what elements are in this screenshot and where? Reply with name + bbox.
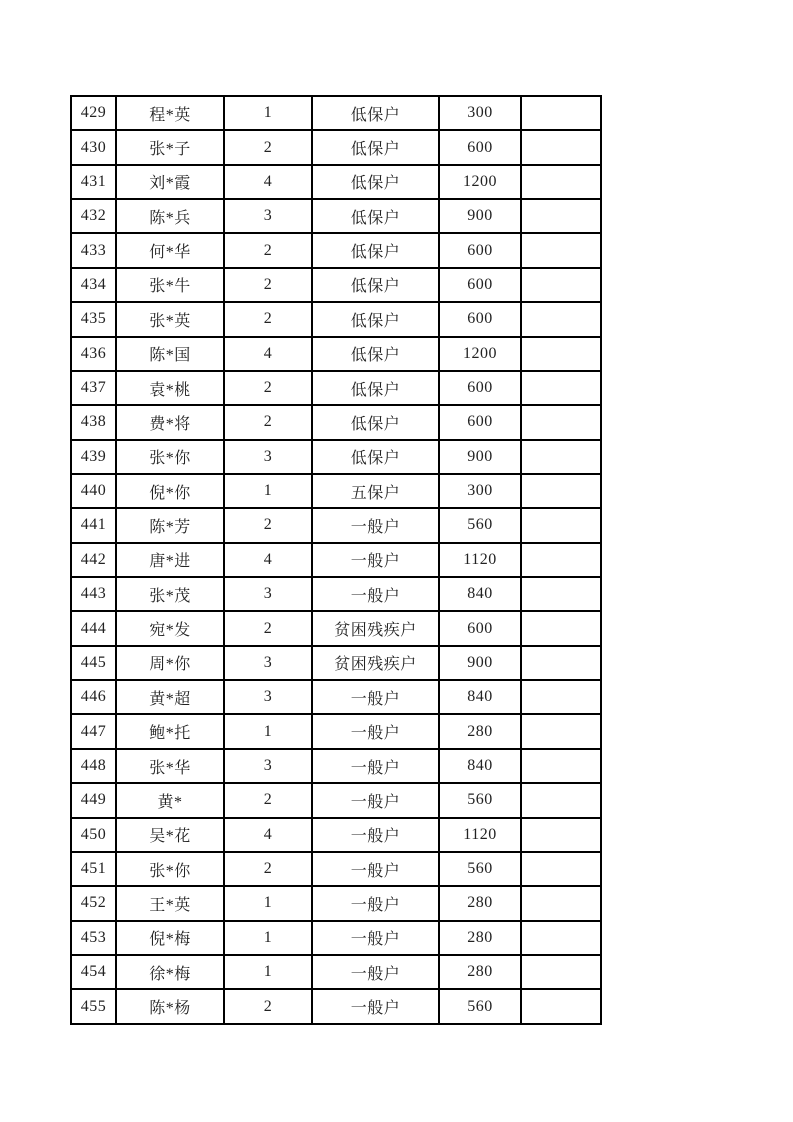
cell-blank-note [521, 371, 601, 405]
cell-household-category: 低保户 [312, 268, 439, 302]
cell-masked-name: 徐*梅 [116, 955, 224, 989]
cell-amount: 840 [439, 749, 521, 783]
cell-household-category: 一般户 [312, 577, 439, 611]
cell-amount: 840 [439, 577, 521, 611]
cell-household-category: 低保户 [312, 130, 439, 164]
cell-masked-name: 何*华 [116, 233, 224, 267]
cell-row-number: 442 [71, 543, 116, 577]
cell-household-category: 一般户 [312, 543, 439, 577]
cell-blank-note [521, 646, 601, 680]
cell-household-category: 一般户 [312, 818, 439, 852]
cell-masked-name: 刘*霞 [116, 165, 224, 199]
cell-blank-note [521, 543, 601, 577]
cell-amount: 280 [439, 921, 521, 955]
table-row [71, 852, 601, 886]
cell-blank-note [521, 508, 601, 542]
cell-row-number: 433 [71, 233, 116, 267]
cell-household-count: 4 [224, 337, 312, 371]
table-row [71, 199, 601, 233]
cell-household-count: 2 [224, 852, 312, 886]
cell-row-number: 431 [71, 165, 116, 199]
cell-amount: 600 [439, 233, 521, 267]
cell-amount: 1120 [439, 818, 521, 852]
cell-household-category: 一般户 [312, 749, 439, 783]
cell-masked-name: 张*茂 [116, 577, 224, 611]
cell-blank-note [521, 96, 601, 130]
table-row [71, 405, 601, 439]
cell-blank-note [521, 474, 601, 508]
cell-masked-name: 鲍*托 [116, 714, 224, 748]
cell-household-count: 3 [224, 680, 312, 714]
cell-amount: 900 [439, 646, 521, 680]
cell-row-number: 437 [71, 371, 116, 405]
cell-masked-name: 张*牛 [116, 268, 224, 302]
table-row [71, 955, 601, 989]
cell-household-category: 一般户 [312, 714, 439, 748]
cell-household-count: 2 [224, 302, 312, 336]
table-body [71, 96, 601, 1024]
cell-blank-note [521, 405, 601, 439]
cell-household-category: 低保户 [312, 405, 439, 439]
cell-amount: 560 [439, 508, 521, 542]
cell-household-count: 2 [224, 233, 312, 267]
cell-blank-note [521, 852, 601, 886]
cell-row-number: 451 [71, 852, 116, 886]
cell-row-number: 438 [71, 405, 116, 439]
cell-row-number: 449 [71, 783, 116, 817]
cell-amount: 280 [439, 886, 521, 920]
cell-amount: 900 [439, 199, 521, 233]
cell-blank-note [521, 440, 601, 474]
table-row [71, 233, 601, 267]
cell-row-number: 452 [71, 886, 116, 920]
cell-household-count: 2 [224, 989, 312, 1024]
cell-amount: 600 [439, 268, 521, 302]
cell-masked-name: 张*英 [116, 302, 224, 336]
cell-row-number: 447 [71, 714, 116, 748]
cell-amount: 840 [439, 680, 521, 714]
cell-amount: 300 [439, 474, 521, 508]
cell-masked-name: 宛*发 [116, 611, 224, 645]
cell-household-count: 3 [224, 440, 312, 474]
cell-household-count: 1 [224, 886, 312, 920]
cell-masked-name: 黄* [116, 783, 224, 817]
cell-household-count: 3 [224, 577, 312, 611]
cell-row-number: 440 [71, 474, 116, 508]
cell-amount: 560 [439, 852, 521, 886]
cell-household-category: 低保户 [312, 199, 439, 233]
cell-household-count: 1 [224, 921, 312, 955]
cell-row-number: 434 [71, 268, 116, 302]
cell-masked-name: 倪*梅 [116, 921, 224, 955]
cell-blank-note [521, 233, 601, 267]
cell-row-number: 429 [71, 96, 116, 130]
cell-household-category: 低保户 [312, 96, 439, 130]
cell-household-category: 一般户 [312, 886, 439, 920]
cell-blank-note [521, 302, 601, 336]
assistance-roster-table [70, 95, 602, 1025]
cell-household-category: 低保户 [312, 302, 439, 336]
cell-masked-name: 陈*杨 [116, 989, 224, 1024]
cell-household-category: 一般户 [312, 852, 439, 886]
cell-masked-name: 吴*花 [116, 818, 224, 852]
cell-masked-name: 倪*你 [116, 474, 224, 508]
cell-household-category: 贫困残疾户 [312, 646, 439, 680]
cell-household-category: 低保户 [312, 233, 439, 267]
table-row [71, 440, 601, 474]
cell-blank-note [521, 886, 601, 920]
cell-blank-note [521, 921, 601, 955]
cell-blank-note [521, 989, 601, 1024]
cell-household-category: 一般户 [312, 989, 439, 1024]
cell-blank-note [521, 749, 601, 783]
cell-row-number: 439 [71, 440, 116, 474]
cell-masked-name: 陈*芳 [116, 508, 224, 542]
table-row [71, 474, 601, 508]
cell-household-count: 4 [224, 543, 312, 577]
cell-masked-name: 周*你 [116, 646, 224, 680]
cell-masked-name: 张*华 [116, 749, 224, 783]
table-row [71, 268, 601, 302]
cell-row-number: 436 [71, 337, 116, 371]
cell-household-count: 1 [224, 955, 312, 989]
cell-household-count: 4 [224, 818, 312, 852]
cell-household-count: 2 [224, 371, 312, 405]
cell-blank-note [521, 818, 601, 852]
cell-household-count: 2 [224, 268, 312, 302]
cell-masked-name: 陈*国 [116, 337, 224, 371]
table-row [71, 680, 601, 714]
cell-amount: 560 [439, 989, 521, 1024]
table-row [71, 337, 601, 371]
cell-masked-name: 费*将 [116, 405, 224, 439]
cell-household-category: 低保户 [312, 440, 439, 474]
cell-household-category: 低保户 [312, 165, 439, 199]
cell-row-number: 450 [71, 818, 116, 852]
cell-amount: 300 [439, 96, 521, 130]
cell-household-count: 2 [224, 508, 312, 542]
cell-household-count: 2 [224, 130, 312, 164]
table-row [71, 714, 601, 748]
cell-household-category: 贫困残疾户 [312, 611, 439, 645]
cell-household-category: 一般户 [312, 955, 439, 989]
cell-row-number: 445 [71, 646, 116, 680]
cell-blank-note [521, 611, 601, 645]
cell-household-count: 1 [224, 474, 312, 508]
table-row [71, 96, 601, 130]
cell-blank-note [521, 955, 601, 989]
cell-amount: 600 [439, 302, 521, 336]
table-row [71, 783, 601, 817]
cell-masked-name: 黄*超 [116, 680, 224, 714]
cell-masked-name: 张*子 [116, 130, 224, 164]
cell-blank-note [521, 199, 601, 233]
cell-household-category: 一般户 [312, 783, 439, 817]
cell-amount: 600 [439, 405, 521, 439]
table-row [71, 130, 601, 164]
cell-amount: 1120 [439, 543, 521, 577]
cell-row-number: 432 [71, 199, 116, 233]
table-row [71, 577, 601, 611]
cell-household-count: 2 [224, 611, 312, 645]
cell-household-count: 4 [224, 165, 312, 199]
table-row [71, 646, 601, 680]
cell-amount: 560 [439, 783, 521, 817]
cell-row-number: 455 [71, 989, 116, 1024]
cell-masked-name: 张*你 [116, 440, 224, 474]
table-row [71, 989, 601, 1024]
cell-household-category: 低保户 [312, 371, 439, 405]
cell-row-number: 444 [71, 611, 116, 645]
cell-household-category: 五保户 [312, 474, 439, 508]
table-row [71, 165, 601, 199]
table-row [71, 371, 601, 405]
cell-blank-note [521, 577, 601, 611]
cell-blank-note [521, 714, 601, 748]
cell-masked-name: 陈*兵 [116, 199, 224, 233]
table-row [71, 611, 601, 645]
cell-household-count: 2 [224, 405, 312, 439]
cell-row-number: 441 [71, 508, 116, 542]
cell-household-count: 3 [224, 199, 312, 233]
cell-amount: 280 [439, 714, 521, 748]
cell-amount: 280 [439, 955, 521, 989]
cell-row-number: 446 [71, 680, 116, 714]
cell-household-count: 3 [224, 646, 312, 680]
cell-masked-name: 王*英 [116, 886, 224, 920]
table-row [71, 302, 601, 336]
cell-blank-note [521, 783, 601, 817]
table-row [71, 749, 601, 783]
cell-masked-name: 程*英 [116, 96, 224, 130]
cell-household-count: 1 [224, 96, 312, 130]
cell-masked-name: 张*你 [116, 852, 224, 886]
cell-row-number: 448 [71, 749, 116, 783]
cell-blank-note [521, 165, 601, 199]
cell-row-number: 430 [71, 130, 116, 164]
cell-household-category: 一般户 [312, 921, 439, 955]
cell-masked-name: 袁*桃 [116, 371, 224, 405]
cell-amount: 600 [439, 130, 521, 164]
cell-household-count: 3 [224, 749, 312, 783]
table-row [71, 886, 601, 920]
cell-blank-note [521, 268, 601, 302]
cell-row-number: 435 [71, 302, 116, 336]
cell-household-category: 一般户 [312, 508, 439, 542]
cell-blank-note [521, 680, 601, 714]
table-row [71, 921, 601, 955]
cell-blank-note [521, 337, 601, 371]
cell-masked-name: 唐*进 [116, 543, 224, 577]
cell-household-count: 2 [224, 783, 312, 817]
cell-household-category: 低保户 [312, 337, 439, 371]
table-row [71, 508, 601, 542]
cell-blank-note [521, 130, 601, 164]
cell-amount: 900 [439, 440, 521, 474]
cell-amount: 1200 [439, 337, 521, 371]
cell-household-category: 一般户 [312, 680, 439, 714]
cell-row-number: 454 [71, 955, 116, 989]
cell-row-number: 453 [71, 921, 116, 955]
cell-household-count: 1 [224, 714, 312, 748]
cell-amount: 600 [439, 611, 521, 645]
table-row [71, 818, 601, 852]
cell-amount: 1200 [439, 165, 521, 199]
table-row [71, 543, 601, 577]
cell-row-number: 443 [71, 577, 116, 611]
cell-amount: 600 [439, 371, 521, 405]
